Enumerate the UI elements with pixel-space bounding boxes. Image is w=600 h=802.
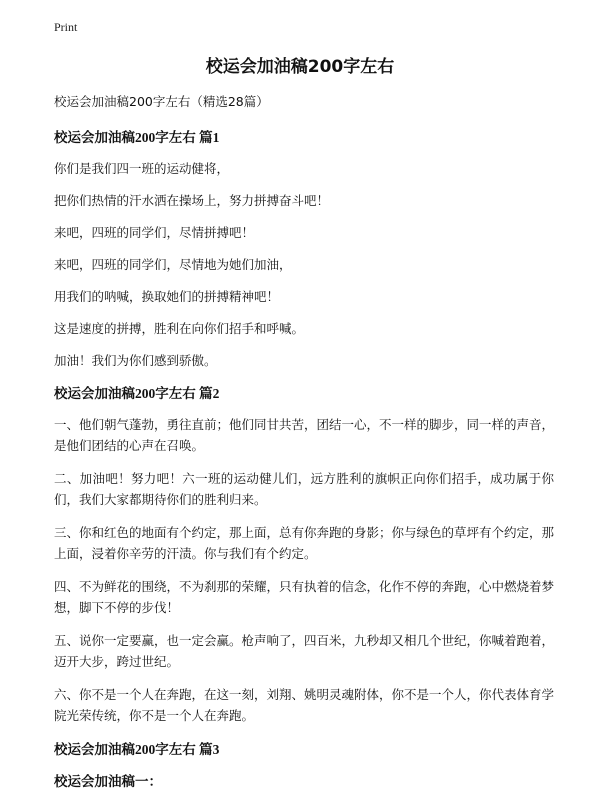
paragraph: 五、说你一定要赢，也一定会赢。枪声响了，四百米，九秒却又相几个世纪，你喊着跑着，迈开大步，跨过世纪。 bbox=[54, 633, 555, 669]
section-heading: 校运会加油稿200字左右 篇3 bbox=[54, 742, 220, 757]
section-heading: 校运会加油稿200字左右 篇2 bbox=[54, 386, 220, 401]
section-heading: 校运会加油稿一： bbox=[54, 774, 162, 789]
paragraph: 一、他们朝气蓬勃，勇往直前；他们同甘共苦，团结一心，不一样的脚步，同一样的声音，是他们团结的心声在召唤。 bbox=[54, 417, 555, 453]
paragraph: 四、不为鲜花的围绕，不为刹那的荣耀，只有执着的信念，化作不停的奔跑，心中燃烧着梦想，脚下不停的步伐！ bbox=[54, 579, 555, 615]
paragraph: 加油！我们为你们感到骄傲。 bbox=[54, 353, 217, 368]
section-2 bbox=[54, 382, 554, 726]
section-heading: 校运会加油稿200字左右 篇1 bbox=[54, 130, 220, 145]
section-4 bbox=[54, 770, 554, 790]
document-subtitle: 校运会加油稿200字左右（精选28篇） bbox=[54, 94, 269, 109]
paragraph: 三、你和红色的地面有个约定，那上面，总有你奔跑的身影；你与绿色的草坪有个约定，那上面，浸着你辛劳的汗渍。你与我们有个约定。 bbox=[54, 525, 555, 561]
paragraph: 来吧，四班的同学们，尽情拼搏吧！ bbox=[54, 225, 255, 240]
paragraph: 把你们热情的汗水洒在操场上，努力拼搏奋斗吧！ bbox=[54, 193, 330, 208]
document-body bbox=[54, 92, 554, 802]
page-title: 校运会加油稿200字左右 bbox=[205, 57, 395, 77]
paragraph: 这是速度的拼搏，胜利在向你们招手和呼喊。 bbox=[54, 321, 305, 336]
section-3 bbox=[54, 738, 554, 758]
paragraph: 二、加油吧！努力吧！六一班的运动健儿们，远方胜利的旗帜正向你们招手，成功属于你们，我们大家都期待你们的胜利归来。 bbox=[54, 471, 554, 507]
paragraph: 来吧，四班的同学们，尽情地为她们加油， bbox=[54, 257, 292, 272]
paragraph: 六、你不是一个人在奔跑，在这一刻，刘翔、姚明灵魂附体，你不是一个人，你代表体育学院光荣传统，你不是一个人在奔跑。 bbox=[54, 687, 555, 723]
paragraph: 你们是我们四一班的运动健将， bbox=[54, 161, 230, 176]
paragraph: 用我们的呐喊，换取她们的拼搏精神吧！ bbox=[54, 289, 280, 304]
section-1 bbox=[54, 126, 554, 371]
print-label[interactable]: Print bbox=[54, 20, 78, 34]
